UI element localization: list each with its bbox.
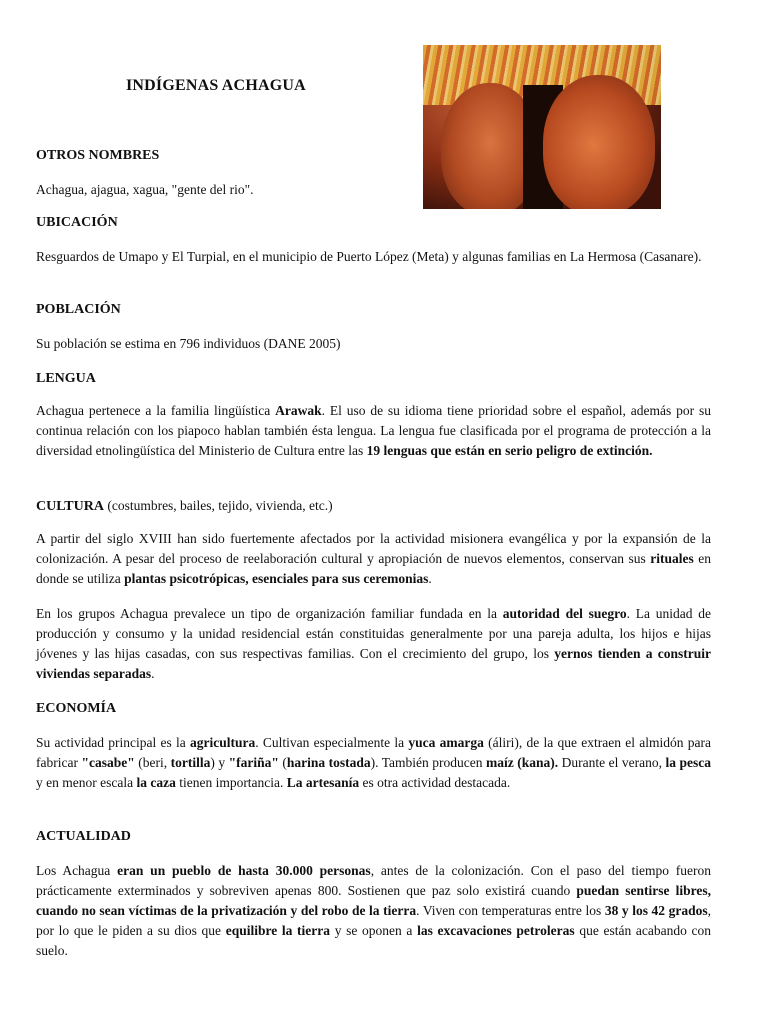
- poblacion-heading: POBLACIÓN: [36, 302, 121, 317]
- ubicacion-heading: UBICACIÓN: [36, 215, 118, 230]
- economia-heading: ECONOMÍA: [36, 701, 117, 716]
- document-title: INDÍGENAS ACHAGUA: [126, 77, 306, 94]
- cultura-paragraph-1: A partir del siglo XVIII han sido fuertemente afectados por la actividad misionera evangélica y por la expansión de la colonización. A pesar del proceso de reelaboración cultural y apropiación de nuevos elementos, conservan sus rituales en donde se utiliza plantas psicotrópicas, esenciales para sus ceremonias.: [36, 531, 711, 586]
- ubicacion-text: Resguardos de Umapo y El Turpial, en el municipio de Puerto López (Meta) y algunas familias en La Hermosa (Casanare).: [36, 249, 702, 264]
- cultura-heading: CULTURA: [36, 499, 104, 514]
- actualidad-heading: ACTUALIDAD: [36, 829, 131, 844]
- actualidad-paragraph: Los Achagua eran un pueblo de hasta 30.000 personas, antes de la colonización. Con el paso del tiempo fueron prácticamente exterminados y sobreviven apenas 800. Sostienen que paz solo existirá cuando puedan sentirse libres, cuando no sean víctimas de la privatización y del robo de la tierra. Viven con temperaturas entre los 38 y los 42 grados, por lo que le piden a su dios que equilibre la tierra y se oponen a las excavaciones petroleras que están acabando con suelo.: [36, 863, 712, 958]
- cultura-paragraph-2: En los grupos Achagua prevalece un tipo de organización familiar fundada en la autoridad del suegro. La unidad de producción y consumo y la unidad residencial están constituidas generalmente por una pareja adulta, los hijos e hijas jóvenes y las hijas casadas, con sus respectivas familias. Con el crecimiento del grupo, los yernos tienden a construir viviendas separadas.: [36, 606, 711, 681]
- cultura-heading-note: (costumbres, bailes, tejido, vivienda, etc.): [103, 498, 333, 513]
- poblacion-text: Su población se estima en 796 individuos (DANE 2005): [36, 336, 341, 351]
- cultura-heading-line: [36, 496, 711, 517]
- economia-paragraph: Su actividad principal es la agricultura. Cultivan especialmente la yuca amarga (áliri), de la que extraen el almidón para fabricar "casabe" (beri, tortilla) y "fariña" (harina tostada). También producen maíz (kana). Durante el verano, la pesca y en menor escala la caza tienen importancia. La artesanía es otra actividad destacada.: [36, 735, 711, 790]
- lengua-heading: LENGUA: [36, 371, 96, 386]
- otros-nombres-text: Achagua, ajagua, xagua, "gente del rio".: [36, 182, 254, 197]
- lengua-paragraph: Achagua pertenece a la familia lingüística Arawak. El uso de su idioma tiene prioridad sobre el español, además por su continua relación con los piapoco hablan también ésta lengua. La lengua fue clasificada por el programa de protección a la diversidad etnolingüística del Ministerio de Cultura entre las 19 lenguas que están en serio peligro de extinción.: [36, 403, 712, 458]
- otros-nombres-heading: OTROS NOMBRES: [36, 148, 160, 163]
